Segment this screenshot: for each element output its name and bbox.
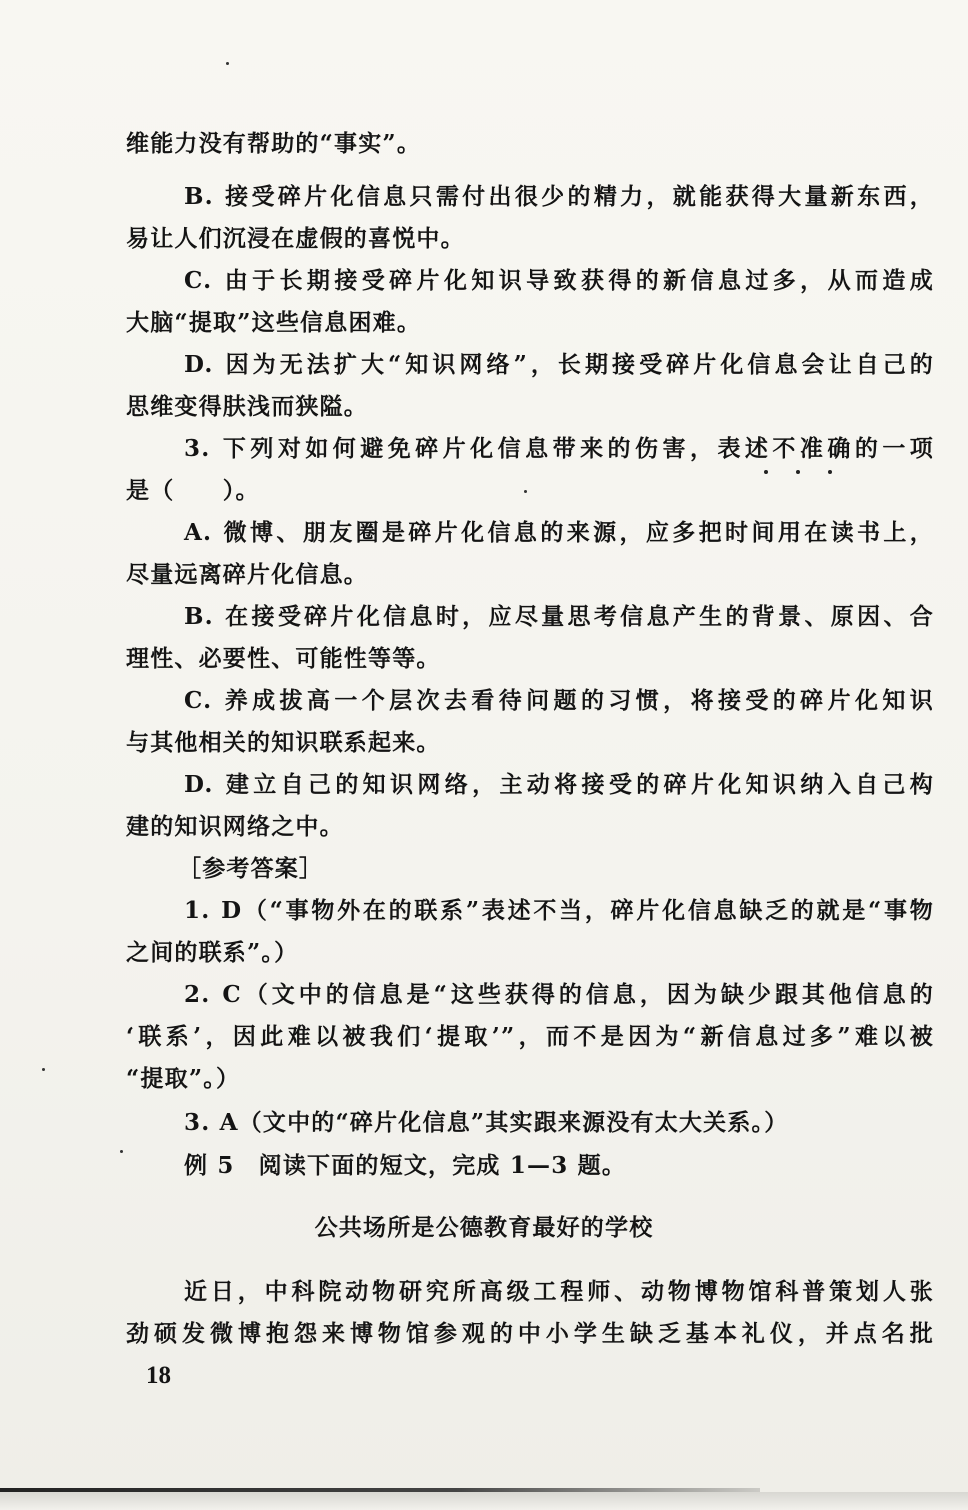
scan-speck <box>42 1068 45 1071</box>
text-line: 易让人们沉浸在虚假的喜悦中。 <box>126 225 465 252</box>
example-instruction: 阅读下面的短文，完成 1—3 题。 <box>258 1152 627 1179</box>
text-line: 之间的联系”。） <box>126 939 299 966</box>
scan-speck <box>226 62 229 65</box>
answer-2: 2. C（文中的信息是“这些获得的信息，因为缺少跟其他信息的 <box>184 981 934 1008</box>
text-line: ‘联系’，因此难以被我们‘提取’”，而不是因为“新信息过多”难以被 <box>126 1023 934 1050</box>
page-number: 18 <box>146 1362 171 1389</box>
text-line: 大脑“提取”这些信息困难。 <box>126 309 422 336</box>
answer-heading: ［参考答案］ <box>178 855 324 882</box>
emphasis-dot <box>828 470 832 474</box>
text-line: 尽量远离碎片化信息。 <box>126 561 368 588</box>
answer-3: 3. A（文中的“碎片化信息”其实跟来源没有太大关系。） <box>184 1109 789 1136</box>
text-line: 劲硕发微博抱怨来博物馆参观的中小学生缺乏基本礼仪，并点名批 <box>126 1320 934 1347</box>
option-d: D. 建立自己的知识网络，主动将接受的碎片化知识纳入自己构 <box>184 771 934 798</box>
text-line: 维能力没有帮助的“事实”。 <box>126 130 422 157</box>
emphasis-dot <box>796 470 800 474</box>
option-d: D. 因为无法扩大“知识网络”，长期接受碎片化信息会让自己的 <box>184 351 934 378</box>
text-line: 理性、必要性、可能性等等。 <box>126 645 441 672</box>
emphasis-dot <box>764 470 768 474</box>
text-line: 是（ ）。 <box>126 477 260 504</box>
example-heading <box>184 1150 626 1182</box>
text-line: 建的知识网络之中。 <box>126 813 344 840</box>
option-c: C. 由于长期接受碎片化知识导致获得的新信息过多，从而造成 <box>184 267 934 294</box>
text-line: “提取”。） <box>126 1065 241 1092</box>
option-b: B. 接受碎片化信息只需付出很少的精力，就能获得大量新东西， <box>184 183 934 210</box>
option-a: A. 微博、朋友圈是碎片化信息的来源，应多把时间用在读书上， <box>184 519 934 546</box>
scan-speck <box>524 490 527 493</box>
scan-speck <box>120 1150 123 1153</box>
option-b: B. 在接受碎片化信息时，应尽量思考信息产生的背景、原因、合 <box>184 603 934 630</box>
answer-1: 1. D（“事物外在的联系”表述不当，碎片化信息缺乏的就是“事物 <box>184 897 934 924</box>
question-3: 3. 下列对如何避免碎片化信息带来的伤害，表述不准确的一项 <box>184 435 934 462</box>
example-label: 例 5 <box>184 1152 235 1179</box>
page-edge <box>0 1492 968 1510</box>
text-line: 思维变得肤浅而狭隘。 <box>126 393 368 420</box>
option-c: C. 养成拔高一个层次去看待问题的习惯，将接受的碎片化知识 <box>184 687 934 714</box>
article-paragraph: 近日，中科院动物研究所高级工程师、动物博物馆科普策划人张 <box>184 1278 934 1305</box>
article-title: 公共场所是公德教育最好的学校 <box>314 1214 654 1241</box>
text-line: 与其他相关的知识联系起来。 <box>126 729 441 756</box>
